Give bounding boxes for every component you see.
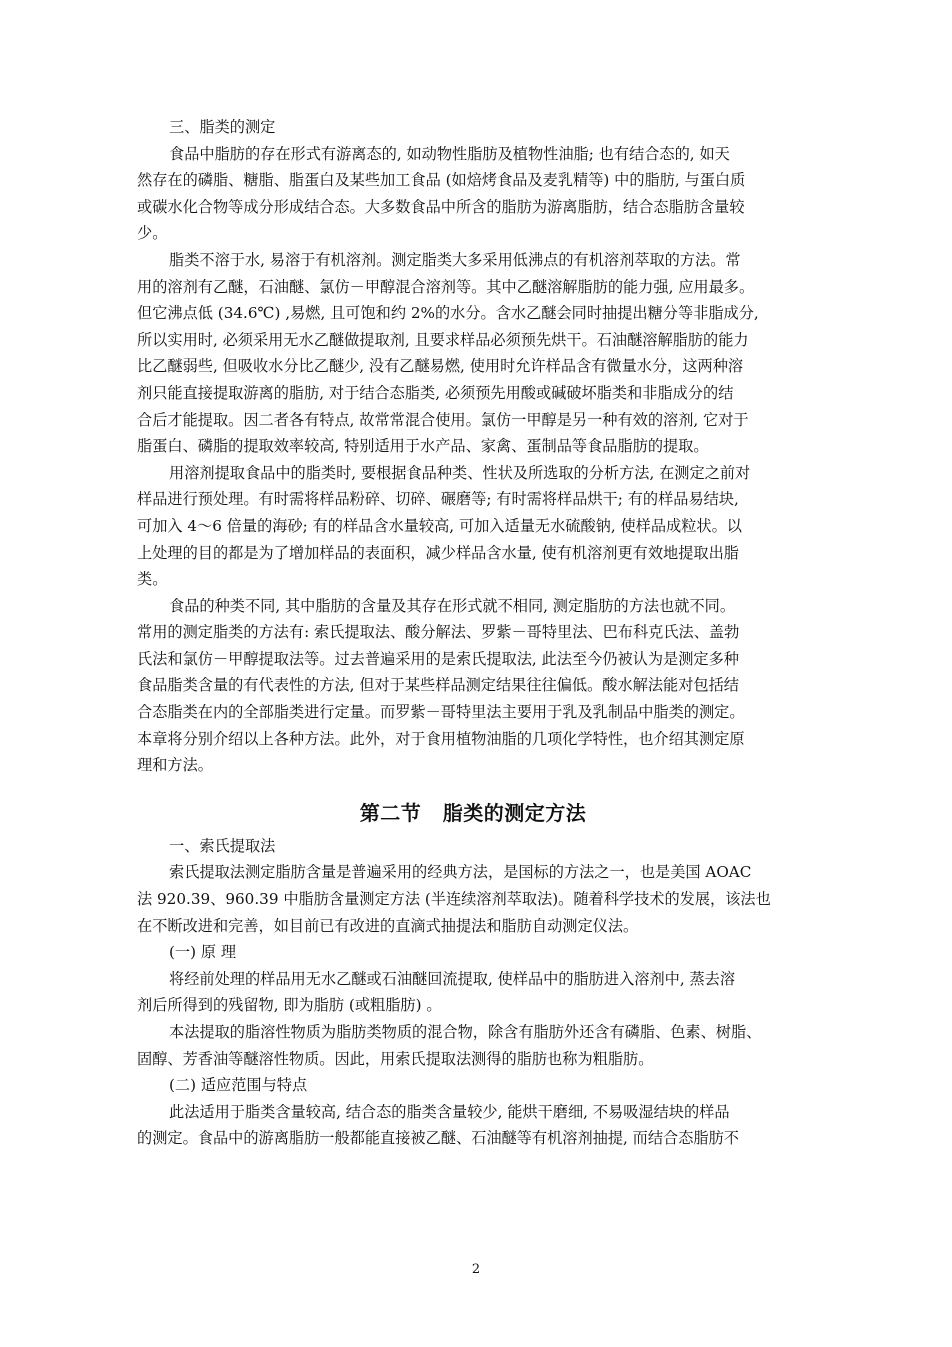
paragraph-line: 法 920.39、960.39 中脂肪含量测定方法 (半连续溶剂萃取法)。随着科学技术的发展，该法也 bbox=[137, 890, 771, 909]
paragraph-methods-overview bbox=[137, 593, 809, 779]
paragraph-line: 索氏提取法测定脂肪含量是普遍采用的经典方法，是国标的方法之一，也是美国 AOAC bbox=[169, 863, 752, 882]
paragraph-line: 类。 bbox=[137, 570, 168, 589]
paragraph-line: 食品的种类不同, 其中脂肪的含量及其存在形式就不相同, 测定脂肪的方法也就不同。 bbox=[169, 596, 736, 615]
paragraph-line: 所以实用时, 必须采用无水乙醚做提取剂, 且要求样品必须预先烘干。石油醚溶解脂肪的能力 bbox=[137, 330, 749, 349]
paragraph-line: 脂类不溶于水, 易溶于有机溶剂。测定脂类大多采用低沸点的有机溶剂萃取的方法。常 bbox=[169, 250, 741, 269]
paragraph-lipid-forms bbox=[137, 141, 809, 247]
paragraph-line: 本章将分别介绍以上各种方法。此外，对于食用植物油脂的几项化学特性，也介绍其测定原 bbox=[137, 729, 745, 748]
paragraph-line: 样品进行预处理。有时需将样品粉碎、切碎、碾磨等; 有时需将样品烘干; 有的样品易结块, bbox=[137, 490, 739, 509]
paragraph-line: 理和方法。 bbox=[137, 756, 213, 775]
page-number: 2 bbox=[471, 1262, 481, 1277]
paragraph-line: 用溶剂提取食品中的脂类时, 要根据食品种类、性状及所选取的分析方法, 在测定之前对 bbox=[169, 463, 751, 482]
paragraph-crude-fat bbox=[137, 1019, 809, 1072]
paragraph-line: 或碳水化合物等成分形成结合态。大多数食品中所含的脂肪为游离脂肪，结合态脂肪含量较 bbox=[137, 197, 745, 216]
paragraph-line: 氏法和氯仿－甲醇提取法等。过去普遍采用的是索氏提取法, 此法至今仍被认为是测定多种 bbox=[137, 649, 739, 668]
paragraph-line: 然存在的磷脂、糖脂、脂蛋白及某些加工食品 (如焙烤食品及麦乳精等) 中的脂肪, 与蛋白质 bbox=[137, 171, 746, 190]
paragraph-principle bbox=[137, 966, 809, 1019]
paragraph-line: 合态脂类在内的全部脂类进行定量。而罗紫－哥特里法主要用于乳及乳制品中脂类的测定。 bbox=[137, 703, 745, 722]
paragraph-line: 的测定。食品中的游离脂肪一般都能直接被乙醚、石油醚等有机溶剂抽提, 而结合态脂肪不 bbox=[137, 1129, 739, 1148]
paragraph-line: 固醇、芳香油等醚溶性物质。因此，用索氏提取法测得的脂肪也称为粗脂肪。 bbox=[137, 1049, 654, 1068]
heading-lipid-determination: 三、脂类的测定 bbox=[169, 118, 276, 136]
paragraph-line: 本法提取的脂溶性物质为脂肪类物质的混合物，除含有脂肪外还含有磷脂、色素、树脂、 bbox=[169, 1023, 762, 1041]
document-body bbox=[137, 114, 809, 1152]
paragraph-line: 但它沸点低 (34.6℃) ,易燃, 且可饱和约 2%的水分。含水乙醚会同时抽提出糖分等非脂成分, bbox=[137, 304, 759, 323]
paragraph-line: 脂蛋白、磷脂的提取效率较高, 特别适用于水产品、家禽、蛋制品等食品脂肪的提取。 bbox=[137, 437, 709, 456]
paragraph-line: 食品中脂肪的存在形式有游离态的, 如动物性脂肪及植物性油脂; 也有结合态的, 如天 bbox=[169, 144, 730, 163]
paragraph-pretreatment bbox=[137, 460, 809, 593]
section-title: 第二节 脂类的测定方法 bbox=[359, 800, 587, 825]
paragraph-soxhlet-intro bbox=[137, 859, 809, 939]
paragraph-line: 少。 bbox=[137, 224, 168, 243]
paragraph-line: 上处理的目的都是为了增加样品的表面积，减少样品含水量, 使有机溶剂更有效地提取出脂 bbox=[137, 543, 739, 562]
paragraph-solvents bbox=[137, 247, 809, 460]
heading-soxhlet: 一、索氏提取法 bbox=[169, 836, 276, 855]
paragraph-line: 可加入 4～6 倍量的海砂; 有的样品含水量较高, 可加入适量无水硫酸钠, 使样品成粒状。以 bbox=[137, 516, 742, 535]
paragraph-line: 剂后所得到的残留物, 即为脂肪 (或粗脂肪) 。 bbox=[137, 996, 442, 1015]
paragraph-line: 此法适用于脂类含量较高, 结合态的脂类含量较少, 能烘干磨细, 不易吸湿结块的样品 bbox=[169, 1102, 730, 1121]
paragraph-line: 在不断改进和完善，如目前已有改进的直滴式抽提法和脂肪自动测定仪法。 bbox=[137, 916, 639, 935]
heading-scope: (二) 适应范围与特点 bbox=[169, 1076, 308, 1095]
paragraph-line: 用的溶剂有乙醚，石油醚、氯仿－甲醇混合溶剂等。其中乙醚溶解脂肪的能力强, 应用最多。 bbox=[137, 277, 755, 296]
paragraph-line: 比乙醚弱些, 但吸收水分比乙醚少, 没有乙醚易燃, 使用时允许样品含有微量水分，这两种溶 bbox=[137, 357, 744, 376]
paragraph-scope bbox=[137, 1099, 809, 1152]
paragraph-line: 合后才能提取。因二者各有特点, 故常常混合使用。氯仿一甲醇是另一种有效的溶剂, 它对于 bbox=[137, 410, 749, 429]
paragraph-line: 将经前处理的样品用无水乙醚或石油醚回流提取, 使样品中的脂肪进入溶剂中, 蒸去溶 bbox=[169, 969, 736, 988]
heading-principle: (一) 原 理 bbox=[169, 943, 237, 962]
paragraph-line: 常用的测定脂类的方法有: 索氏提取法、酸分解法、罗紫－哥特里法、巴布科克氏法、盖勃 bbox=[137, 623, 740, 642]
paragraph-line: 食品脂类含量的有代表性的方法, 但对于某些样品测定结果往往偏低。酸水解法能对包括结 bbox=[137, 676, 739, 695]
paragraph-line: 剂只能直接提取游离的脂肪, 对于结合态脂类, 必须预先用酸或碱破坏脂类和非脂成分的结 bbox=[137, 383, 734, 402]
